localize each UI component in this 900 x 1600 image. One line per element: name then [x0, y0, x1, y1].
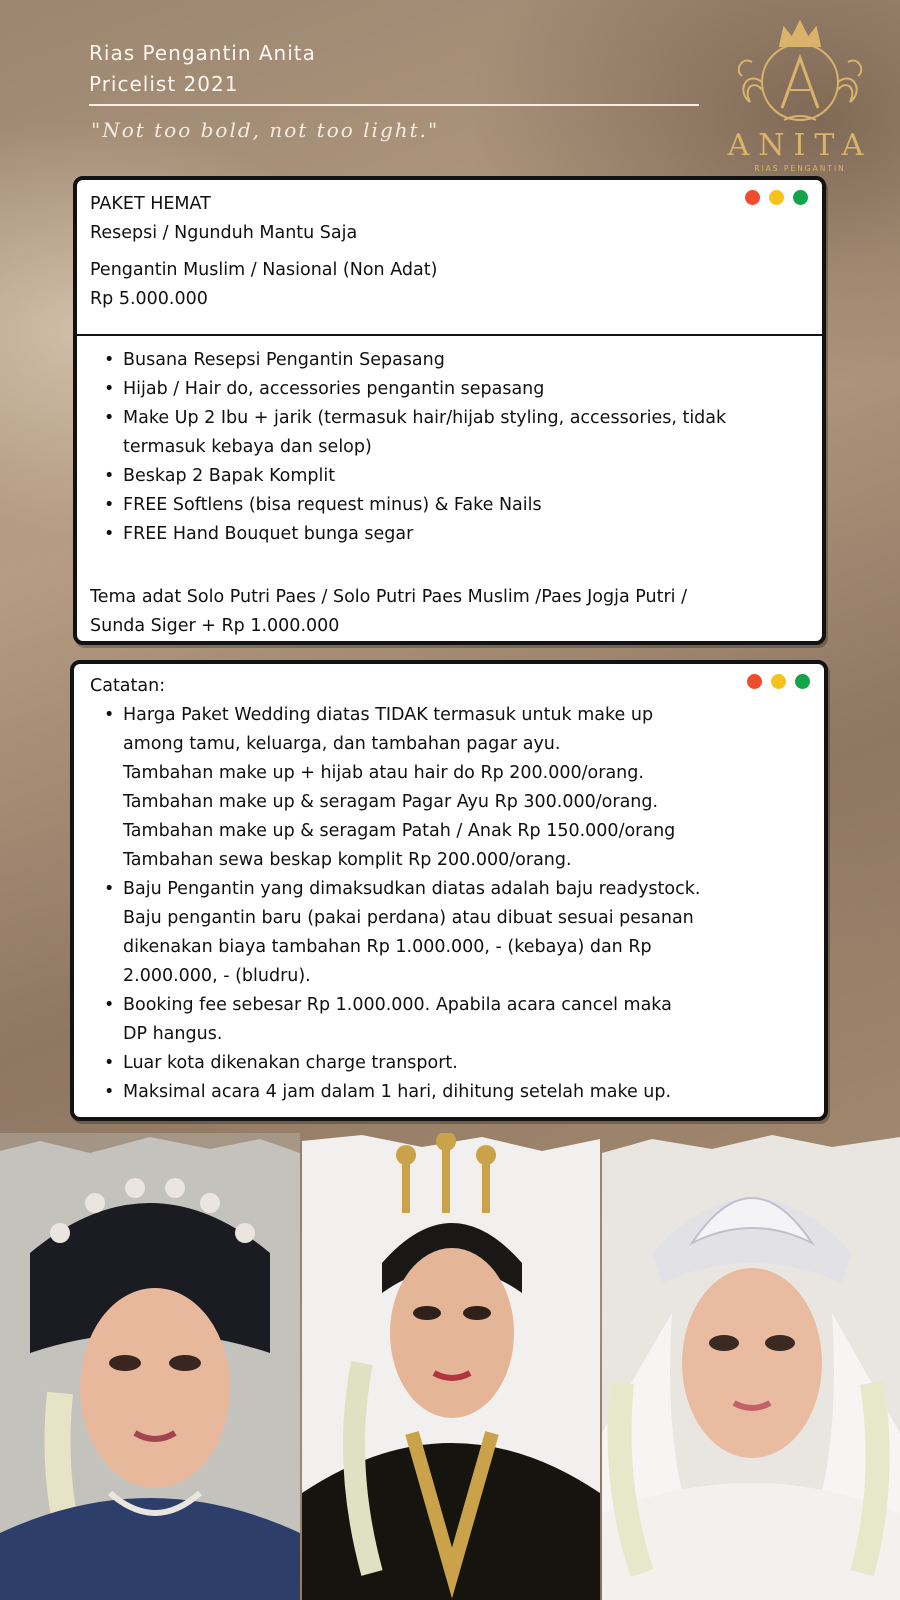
list-item: • Hijab / Hair do, accessories pengantin sepasang [90, 375, 810, 404]
tagline: "Not too bold, not too light." [91, 118, 440, 142]
header-title [89, 38, 316, 100]
package-name: PAKET HEMAT [90, 194, 211, 214]
note-line: • Harga Paket Wedding diatas TIDAK termasuk untuk make up [123, 705, 654, 725]
bride-photo-2 [302, 1133, 600, 1600]
list-item: • Busana Resepsi Pengantin Sepasang [90, 346, 810, 375]
note-line: • Maksimal acara 4 jam dalam 1 hari, dihitung setelah make up. [123, 1082, 672, 1102]
package-header [90, 190, 730, 314]
list-item [90, 875, 800, 991]
list-item [90, 701, 800, 875]
bride-photos [0, 1133, 900, 1600]
theme-note [90, 583, 810, 641]
list-item: • Make Up 2 Ibu + jarik (termasuk hair/hijab styling, accessories, tidak termasuk kebaya dan selop) [90, 404, 810, 462]
notes-card [70, 660, 828, 1121]
note-line: among tamu, keluarga, dan tambahan pagar ayu. [123, 734, 561, 754]
note-line: • Baju Pengantin yang dimaksudkan diatas adalah baju readystock. [123, 879, 701, 899]
anita-logo [712, 16, 888, 176]
yellow-dot-icon [771, 674, 786, 689]
package-items-list [90, 346, 810, 549]
header-divider [89, 104, 699, 106]
package-price: Rp 5.000.000 [90, 289, 208, 309]
note-line: Tambahan make up & seragam Patah / Anak Rp 150.000/orang [123, 821, 676, 841]
note-line: 2.000.000, - (bludru). [123, 966, 311, 986]
note-line: • Luar kota dikenakan charge transport. [123, 1053, 458, 1073]
bride-photo-3 [602, 1133, 900, 1600]
title-line-2: Pricelist 2021 [89, 72, 239, 96]
green-dot-icon [793, 190, 808, 205]
list-item: • Beskap 2 Bapak Komplit [90, 462, 810, 491]
logo-wordmark: ANITA [727, 128, 873, 163]
note-line: Baju pengantin baru (pakai perdana) atau dibuat sesuai pesanan [123, 908, 694, 928]
window-dots [745, 190, 808, 205]
red-dot-icon [745, 190, 760, 205]
list-item: • FREE Hand Bouquet bunga segar [90, 520, 810, 549]
theme-note-line: Sunda Siger + Rp 1.000.000 [90, 616, 340, 636]
notes-list [90, 701, 800, 1107]
title-line-1: Rias Pengantin Anita [89, 41, 316, 65]
package-subtitle: Resepsi / Ngunduh Mantu Saja [90, 223, 358, 243]
package-card [73, 176, 826, 645]
green-dot-icon [795, 674, 810, 689]
red-dot-icon [747, 674, 762, 689]
yellow-dot-icon [769, 190, 784, 205]
list-item: • FREE Softlens (bisa request minus) & Fake Nails [90, 491, 810, 520]
logo-subtitle: RIAS PENGANTIN [754, 164, 846, 173]
window-dots [747, 674, 810, 689]
note-line: dikenakan biaya tambahan Rp 1.000.000, - (kebaya) dan Rp [123, 937, 652, 957]
note-line: Tambahan make up + hijab atau hair do Rp 200.000/orang. [123, 763, 644, 783]
notes-title: Catatan: [90, 676, 166, 696]
note-line: Tambahan make up & seragam Pagar Ayu Rp 300.000/orang. [123, 792, 659, 812]
note-line: • Booking fee sebesar Rp 1.000.000. Apabila acara cancel maka [123, 995, 672, 1015]
list-item [90, 991, 800, 1049]
note-line: DP hangus. [123, 1024, 223, 1044]
note-line: Tambahan sewa beskap komplit Rp 200.000/orang. [123, 850, 572, 870]
list-item [90, 1049, 800, 1078]
bride-photo-1 [0, 1133, 300, 1600]
crown-monogram-icon [712, 16, 888, 128]
package-divider [77, 334, 822, 336]
package-type: Pengantin Muslim / Nasional (Non Adat) [90, 260, 438, 280]
theme-note-line: Tema adat Solo Putri Paes / Solo Putri Paes Muslim /Paes Jogja Putri / [90, 587, 687, 607]
list-item [90, 1078, 800, 1107]
